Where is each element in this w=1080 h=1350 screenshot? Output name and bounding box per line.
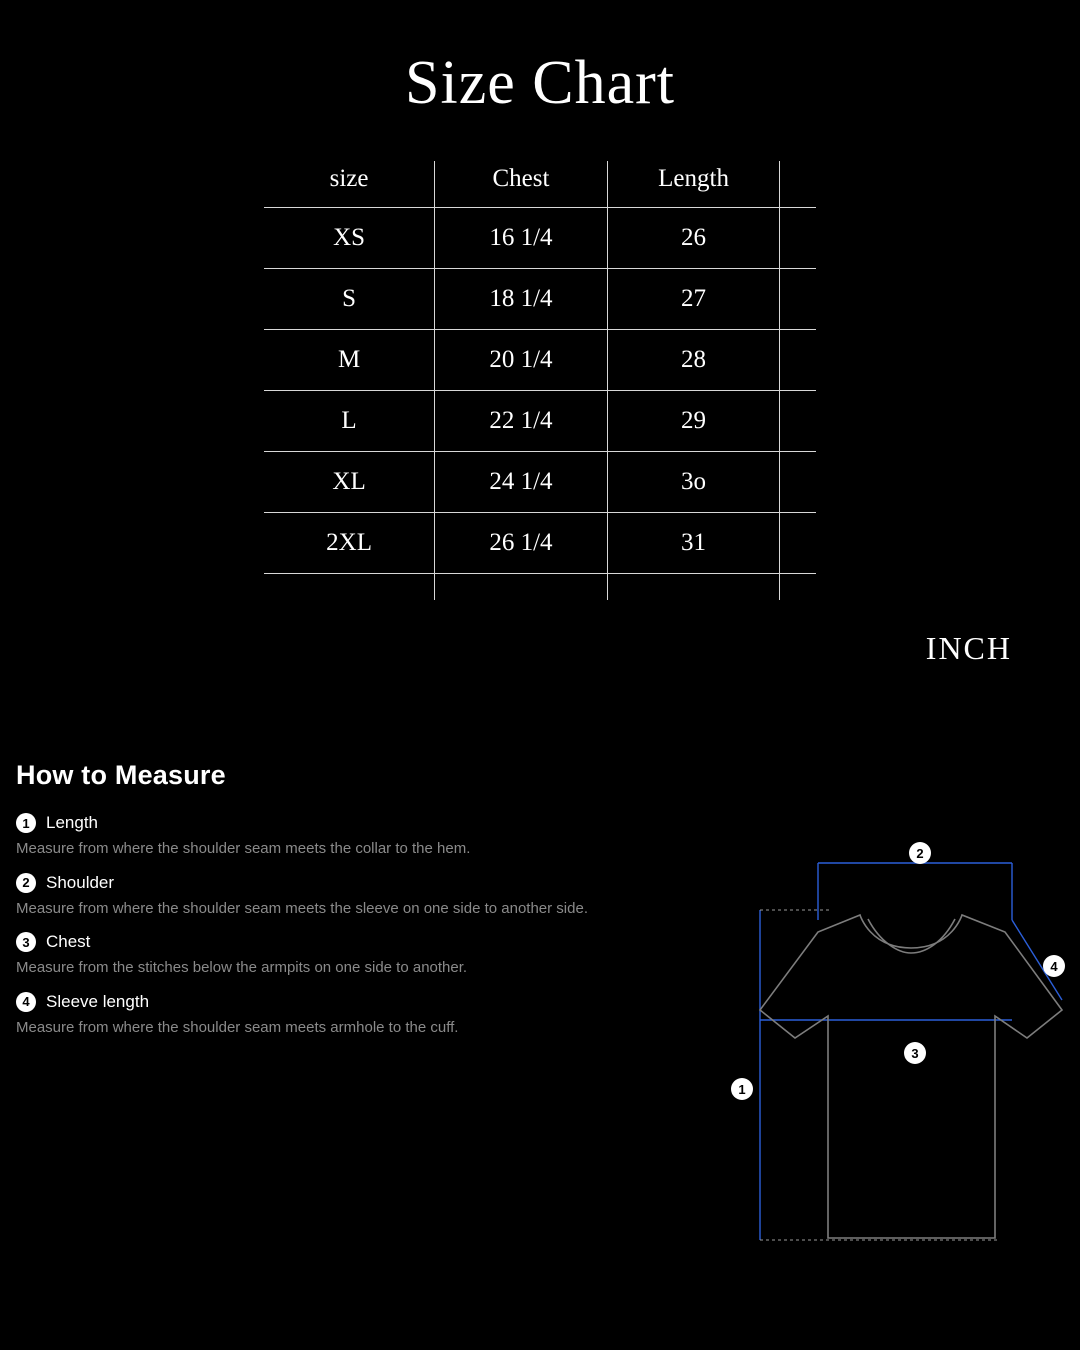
column-header-spacer	[780, 161, 816, 208]
diagram-marker-3: 3	[904, 1042, 926, 1064]
measure-item-description: Measure from where the shoulder seam meets armhole to the cuff.	[16, 1018, 459, 1036]
cell-chest: 16 1/4	[435, 208, 608, 269]
cell-spacer	[435, 574, 608, 600]
how-to-measure-section	[16, 760, 736, 1051]
table-row-filler	[264, 574, 816, 600]
measure-item-description: Measure from the stitches below the armpits on one side to another.	[16, 959, 468, 976]
measure-item-label: Sleeve length	[46, 991, 150, 1011]
table-row	[264, 208, 816, 269]
measure-item-label: Shoulder	[46, 872, 115, 892]
cell-length: 28	[607, 330, 780, 391]
how-to-measure-heading: How to Measure	[16, 760, 226, 790]
column-header-chest: Chest	[435, 161, 608, 208]
cell-chest: 18 1/4	[435, 269, 608, 330]
table-row	[264, 391, 816, 452]
cell-length: 3o	[607, 452, 780, 513]
measure-item-sleeve-length	[16, 992, 736, 1038]
table-row	[264, 269, 816, 330]
cell-size: L	[264, 391, 435, 452]
diagram-marker-4: 4	[1043, 955, 1065, 977]
cell-spacer	[780, 330, 816, 391]
measure-item-header	[16, 813, 736, 833]
cell-spacer	[780, 513, 816, 574]
unit-label: INCH	[925, 630, 1012, 666]
cell-spacer	[607, 574, 780, 600]
number-badge-icon: 2	[16, 873, 36, 893]
cell-spacer	[780, 452, 816, 513]
diagram-marker-2: 2	[909, 842, 931, 864]
tshirt-diagram-svg	[700, 820, 1080, 1290]
cell-spacer	[780, 269, 816, 330]
cell-chest: 20 1/4	[435, 330, 608, 391]
cell-chest: 26 1/4	[435, 513, 608, 574]
size-chart-table	[264, 161, 816, 600]
measure-item-chest	[16, 932, 736, 978]
measure-item-header	[16, 873, 736, 893]
cell-length: 31	[607, 513, 780, 574]
cell-length: 27	[607, 269, 780, 330]
cell-length: 29	[607, 391, 780, 452]
cell-size: XL	[264, 452, 435, 513]
cell-spacer	[780, 574, 816, 600]
cell-spacer	[264, 574, 435, 600]
measure-item-header	[16, 992, 736, 1012]
guide-dotted-lines	[760, 910, 1000, 1240]
tshirt-measurement-diagram	[700, 820, 1080, 1290]
size-chart-table-wrapper	[264, 161, 816, 600]
cell-size: S	[264, 269, 435, 330]
cell-chest: 22 1/4	[435, 391, 608, 452]
column-header-size: size	[264, 161, 435, 208]
cell-size: XS	[264, 208, 435, 269]
measure-item-header	[16, 932, 736, 952]
table-header-row	[264, 161, 816, 208]
page-title: Size Chart	[405, 49, 675, 117]
number-badge-icon: 1	[16, 813, 36, 833]
cell-spacer	[780, 208, 816, 269]
diagram-marker-1: 1	[731, 1078, 753, 1100]
measure-item-description: Measure from where the shoulder seam meets the collar to the hem.	[16, 840, 471, 857]
measure-item-label: Length	[46, 813, 98, 832]
number-badge-icon: 4	[16, 992, 36, 1012]
measure-item-length	[16, 813, 736, 859]
measure-item-shoulder	[16, 873, 736, 919]
column-header-length: Length	[607, 161, 780, 208]
table-row	[264, 513, 816, 574]
table-row	[264, 452, 816, 513]
cell-chest: 24 1/4	[435, 452, 608, 513]
cell-size: M	[264, 330, 435, 391]
measure-item-description: Measure from where the shoulder seam meets the sleeve on one side to another side.	[16, 899, 588, 917]
cell-spacer	[780, 391, 816, 452]
number-badge-icon: 3	[16, 932, 36, 952]
measure-item-label: Chest	[46, 932, 91, 951]
cell-length: 26	[607, 208, 780, 269]
table-row	[264, 330, 816, 391]
tshirt-outline-icon	[760, 915, 1062, 1238]
cell-size: 2XL	[264, 513, 435, 574]
